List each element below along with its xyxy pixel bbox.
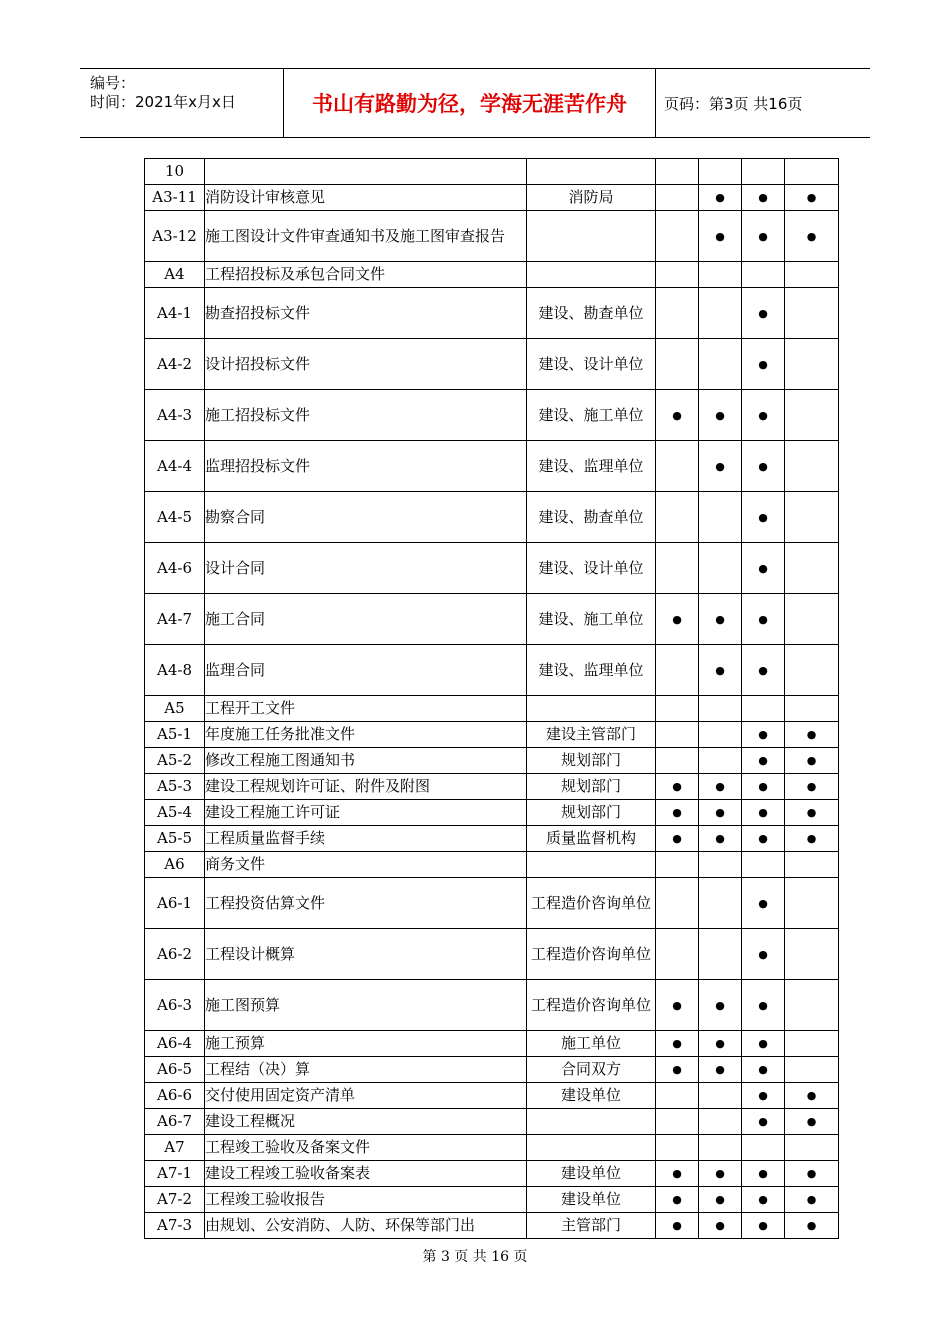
row-issuing-unit: 规划部门	[527, 748, 656, 774]
row-issuing-unit: 建设、勘查单位	[527, 288, 656, 339]
row-mark-4: ●	[785, 1083, 839, 1109]
table-row	[145, 1083, 839, 1109]
row-mark-4	[785, 441, 839, 492]
row-issuing-unit: 规划部门	[527, 800, 656, 826]
row-issuing-unit	[527, 1109, 656, 1135]
table-row	[145, 1161, 839, 1187]
row-mark-3: ●	[742, 929, 785, 980]
row-mark-4	[785, 980, 839, 1031]
table-row	[145, 696, 839, 722]
row-mark-1	[656, 492, 699, 543]
row-mark-1	[656, 852, 699, 878]
row-mark-2	[699, 878, 742, 929]
row-document-name: 施工招投标文件	[205, 390, 527, 441]
row-code: A4-5	[145, 492, 205, 543]
row-mark-3	[742, 696, 785, 722]
row-mark-1: ●	[656, 774, 699, 800]
row-mark-4	[785, 339, 839, 390]
archive-records-table	[144, 158, 839, 1239]
row-mark-4	[785, 645, 839, 696]
table-row	[145, 441, 839, 492]
table-row	[145, 800, 839, 826]
row-mark-3: ●	[742, 594, 785, 645]
table-row	[145, 159, 839, 185]
row-mark-4: ●	[785, 774, 839, 800]
row-code: A5-4	[145, 800, 205, 826]
row-issuing-unit: 规划部门	[527, 774, 656, 800]
row-mark-3: ●	[742, 774, 785, 800]
row-mark-1	[656, 211, 699, 262]
row-document-name: 商务文件	[205, 852, 527, 878]
row-mark-2: ●	[699, 1187, 742, 1213]
row-mark-2: ●	[699, 1057, 742, 1083]
row-issuing-unit: 建设、设计单位	[527, 543, 656, 594]
row-mark-1	[656, 878, 699, 929]
row-mark-3	[742, 159, 785, 185]
row-code: A7-2	[145, 1187, 205, 1213]
row-issuing-unit: 建设单位	[527, 1083, 656, 1109]
row-mark-2: ●	[699, 1213, 742, 1239]
table-row	[145, 929, 839, 980]
row-mark-4	[785, 262, 839, 288]
row-mark-1: ●	[656, 1161, 699, 1187]
row-issuing-unit: 质量监督机构	[527, 826, 656, 852]
row-mark-2: ●	[699, 800, 742, 826]
row-mark-1	[656, 696, 699, 722]
row-code: A4	[145, 262, 205, 288]
row-code: A5	[145, 696, 205, 722]
row-mark-3: ●	[742, 441, 785, 492]
row-mark-3: ●	[742, 748, 785, 774]
row-mark-4	[785, 288, 839, 339]
number-label: 编号：	[90, 74, 136, 92]
row-issuing-unit: 合同双方	[527, 1057, 656, 1083]
row-document-name: 设计合同	[205, 543, 527, 594]
row-mark-2	[699, 696, 742, 722]
row-document-name: 工程结（决）算	[205, 1057, 527, 1083]
row-code: A4-1	[145, 288, 205, 339]
row-mark-2	[699, 852, 742, 878]
row-mark-2	[699, 1135, 742, 1161]
row-document-name: 由规划、公安消防、人防、环保等部门出	[205, 1213, 527, 1239]
row-mark-3: ●	[742, 339, 785, 390]
row-mark-3: ●	[742, 1031, 785, 1057]
row-code: A4-6	[145, 543, 205, 594]
table-row	[145, 543, 839, 594]
row-mark-4: ●	[785, 1213, 839, 1239]
row-document-name: 建设工程概况	[205, 1109, 527, 1135]
table-row	[145, 1213, 839, 1239]
row-mark-1	[656, 748, 699, 774]
row-document-name: 勘查招投标文件	[205, 288, 527, 339]
row-mark-2	[699, 288, 742, 339]
table-row	[145, 339, 839, 390]
row-mark-1	[656, 288, 699, 339]
table-row	[145, 594, 839, 645]
row-issuing-unit: 工程造价咨询单位	[527, 929, 656, 980]
row-code: 10	[145, 159, 205, 185]
row-document-name: 建设工程竣工验收备案表	[205, 1161, 527, 1187]
row-code: A6-7	[145, 1109, 205, 1135]
row-issuing-unit	[527, 262, 656, 288]
row-code: A6-3	[145, 980, 205, 1031]
date-label: 时间：2021年x月x日	[90, 93, 236, 111]
row-mark-2	[699, 159, 742, 185]
row-mark-4	[785, 1031, 839, 1057]
row-mark-1	[656, 1135, 699, 1161]
row-mark-4	[785, 929, 839, 980]
row-mark-3: ●	[742, 826, 785, 852]
row-issuing-unit: 建设、勘查单位	[527, 492, 656, 543]
row-mark-4	[785, 1057, 839, 1083]
row-code: A6	[145, 852, 205, 878]
table-row	[145, 1135, 839, 1161]
table-row	[145, 211, 839, 262]
row-document-name: 施工图预算	[205, 980, 527, 1031]
row-mark-2: ●	[699, 980, 742, 1031]
row-mark-3: ●	[742, 288, 785, 339]
row-document-name: 建设工程规划许可证、附件及附图	[205, 774, 527, 800]
row-issuing-unit: 建设主管部门	[527, 722, 656, 748]
row-mark-2	[699, 543, 742, 594]
row-mark-2	[699, 748, 742, 774]
row-mark-1: ●	[656, 1057, 699, 1083]
row-code: A4-4	[145, 441, 205, 492]
row-code: A6-2	[145, 929, 205, 980]
row-mark-3	[742, 1135, 785, 1161]
row-mark-1: ●	[656, 800, 699, 826]
table-row	[145, 262, 839, 288]
row-document-name: 工程招投标及承包合同文件	[205, 262, 527, 288]
row-document-name: 工程设计概算	[205, 929, 527, 980]
page-label: 页码：第3页 共16页	[664, 94, 803, 113]
row-mark-4	[785, 878, 839, 929]
row-mark-3: ●	[742, 390, 785, 441]
row-issuing-unit	[527, 1135, 656, 1161]
header-meta	[80, 69, 283, 137]
row-mark-4	[785, 1135, 839, 1161]
row-issuing-unit: 工程造价咨询单位	[527, 878, 656, 929]
row-mark-3	[742, 852, 785, 878]
row-mark-1	[656, 185, 699, 211]
row-issuing-unit: 建设、设计单位	[527, 339, 656, 390]
row-document-name: 交付使用固定资产清单	[205, 1083, 527, 1109]
row-document-name: 勘察合同	[205, 492, 527, 543]
row-mark-3: ●	[742, 1057, 785, 1083]
row-mark-2: ●	[699, 774, 742, 800]
row-document-name: 监理合同	[205, 645, 527, 696]
row-mark-1	[656, 645, 699, 696]
row-code: A3-11	[145, 185, 205, 211]
row-issuing-unit	[527, 852, 656, 878]
row-mark-2	[699, 929, 742, 980]
row-mark-1	[656, 722, 699, 748]
row-document-name: 施工合同	[205, 594, 527, 645]
row-issuing-unit: 建设、施工单位	[527, 390, 656, 441]
page-footer: 第 3 页 共 16 页	[422, 1249, 528, 1265]
table-row	[145, 645, 839, 696]
row-code: A7-3	[145, 1213, 205, 1239]
row-document-name: 施工图设计文件审查通知书及施工图审查报告	[205, 211, 527, 262]
row-mark-1	[656, 929, 699, 980]
row-mark-2	[699, 722, 742, 748]
row-mark-2	[699, 1083, 742, 1109]
page-header	[80, 68, 870, 138]
row-mark-1	[656, 1083, 699, 1109]
row-document-name: 工程质量监督手续	[205, 826, 527, 852]
row-mark-1: ●	[656, 1031, 699, 1057]
row-issuing-unit	[527, 211, 656, 262]
row-mark-4: ●	[785, 722, 839, 748]
row-code: A4-2	[145, 339, 205, 390]
row-mark-2: ●	[699, 441, 742, 492]
row-mark-1: ●	[656, 980, 699, 1031]
table-row	[145, 826, 839, 852]
row-mark-4	[785, 696, 839, 722]
row-mark-1: ●	[656, 390, 699, 441]
row-mark-2: ●	[699, 1161, 742, 1187]
row-mark-3: ●	[742, 1187, 785, 1213]
row-document-name: 建设工程施工许可证	[205, 800, 527, 826]
row-mark-2: ●	[699, 211, 742, 262]
row-mark-2	[699, 492, 742, 543]
row-code: A4-7	[145, 594, 205, 645]
row-code: A5-3	[145, 774, 205, 800]
row-mark-4: ●	[785, 1187, 839, 1213]
row-mark-3: ●	[742, 1109, 785, 1135]
row-document-name: 设计招投标文件	[205, 339, 527, 390]
row-code: A4-3	[145, 390, 205, 441]
row-mark-3: ●	[742, 722, 785, 748]
row-mark-4	[785, 390, 839, 441]
row-code: A7-1	[145, 1161, 205, 1187]
row-issuing-unit: 建设、施工单位	[527, 594, 656, 645]
table-row	[145, 492, 839, 543]
table-body	[145, 159, 839, 1239]
row-code: A6-5	[145, 1057, 205, 1083]
row-mark-4: ●	[785, 1161, 839, 1187]
row-code: A4-8	[145, 645, 205, 696]
row-mark-3: ●	[742, 980, 785, 1031]
row-mark-4: ●	[785, 211, 839, 262]
row-mark-3: ●	[742, 1161, 785, 1187]
row-mark-2: ●	[699, 645, 742, 696]
row-mark-3: ●	[742, 211, 785, 262]
row-mark-1	[656, 339, 699, 390]
row-mark-1: ●	[656, 826, 699, 852]
row-document-name: 工程投资估算文件	[205, 878, 527, 929]
row-issuing-unit	[527, 159, 656, 185]
row-mark-4: ●	[785, 748, 839, 774]
table-row	[145, 1109, 839, 1135]
row-mark-3: ●	[742, 492, 785, 543]
table-row	[145, 748, 839, 774]
row-issuing-unit: 消防局	[527, 185, 656, 211]
row-mark-2	[699, 262, 742, 288]
table-row	[145, 774, 839, 800]
table-row	[145, 1057, 839, 1083]
row-issuing-unit: 建设、监理单位	[527, 645, 656, 696]
row-mark-4: ●	[785, 1109, 839, 1135]
row-mark-2: ●	[699, 594, 742, 645]
row-mark-3	[742, 262, 785, 288]
row-code: A6-1	[145, 878, 205, 929]
row-mark-3: ●	[742, 1083, 785, 1109]
row-mark-3: ●	[742, 800, 785, 826]
row-document-name: 工程开工文件	[205, 696, 527, 722]
table-row	[145, 722, 839, 748]
table-row	[145, 852, 839, 878]
row-code: A6-4	[145, 1031, 205, 1057]
row-mark-3: ●	[742, 185, 785, 211]
row-mark-4: ●	[785, 185, 839, 211]
row-issuing-unit: 建设、监理单位	[527, 441, 656, 492]
row-mark-1	[656, 262, 699, 288]
row-mark-2: ●	[699, 1031, 742, 1057]
table-row	[145, 980, 839, 1031]
row-document-name	[205, 159, 527, 185]
row-code: A5-5	[145, 826, 205, 852]
row-mark-4	[785, 543, 839, 594]
row-issuing-unit: 主管部门	[527, 1213, 656, 1239]
table-row	[145, 1187, 839, 1213]
row-mark-4	[785, 594, 839, 645]
row-mark-1: ●	[656, 1187, 699, 1213]
row-document-name: 消防设计审核意见	[205, 185, 527, 211]
row-document-name: 工程竣工验收及备案文件	[205, 1135, 527, 1161]
row-mark-2: ●	[699, 390, 742, 441]
row-mark-1	[656, 1109, 699, 1135]
row-code: A5-2	[145, 748, 205, 774]
row-issuing-unit: 建设单位	[527, 1187, 656, 1213]
row-mark-1	[656, 159, 699, 185]
row-mark-2: ●	[699, 185, 742, 211]
row-document-name: 监理招投标文件	[205, 441, 527, 492]
row-document-name: 工程竣工验收报告	[205, 1187, 527, 1213]
row-mark-3: ●	[742, 878, 785, 929]
row-code: A7	[145, 1135, 205, 1161]
row-document-name: 年度施工任务批准文件	[205, 722, 527, 748]
row-mark-4: ●	[785, 826, 839, 852]
row-mark-4	[785, 159, 839, 185]
header-motto: 书山有路勤为径，学海无涯苦作舟	[283, 69, 656, 137]
row-mark-4: ●	[785, 800, 839, 826]
row-issuing-unit: 施工单位	[527, 1031, 656, 1057]
row-mark-2: ●	[699, 826, 742, 852]
row-mark-2	[699, 339, 742, 390]
row-mark-3: ●	[742, 543, 785, 594]
table-row	[145, 878, 839, 929]
header-page-indicator	[664, 69, 802, 137]
row-document-name: 施工预算	[205, 1031, 527, 1057]
table-row	[145, 1031, 839, 1057]
row-issuing-unit: 建设单位	[527, 1161, 656, 1187]
row-code: A6-6	[145, 1083, 205, 1109]
row-code: A3-12	[145, 211, 205, 262]
row-mark-3: ●	[742, 645, 785, 696]
row-mark-4	[785, 492, 839, 543]
row-code: A5-1	[145, 722, 205, 748]
row-issuing-unit: 工程造价咨询单位	[527, 980, 656, 1031]
row-mark-2	[699, 1109, 742, 1135]
row-mark-1: ●	[656, 594, 699, 645]
row-mark-1: ●	[656, 1213, 699, 1239]
table-row	[145, 288, 839, 339]
row-mark-1	[656, 543, 699, 594]
row-mark-3: ●	[742, 1213, 785, 1239]
row-issuing-unit	[527, 696, 656, 722]
row-mark-4	[785, 852, 839, 878]
table-row	[145, 390, 839, 441]
row-mark-1	[656, 441, 699, 492]
table-row	[145, 185, 839, 211]
row-document-name: 修改工程施工图通知书	[205, 748, 527, 774]
